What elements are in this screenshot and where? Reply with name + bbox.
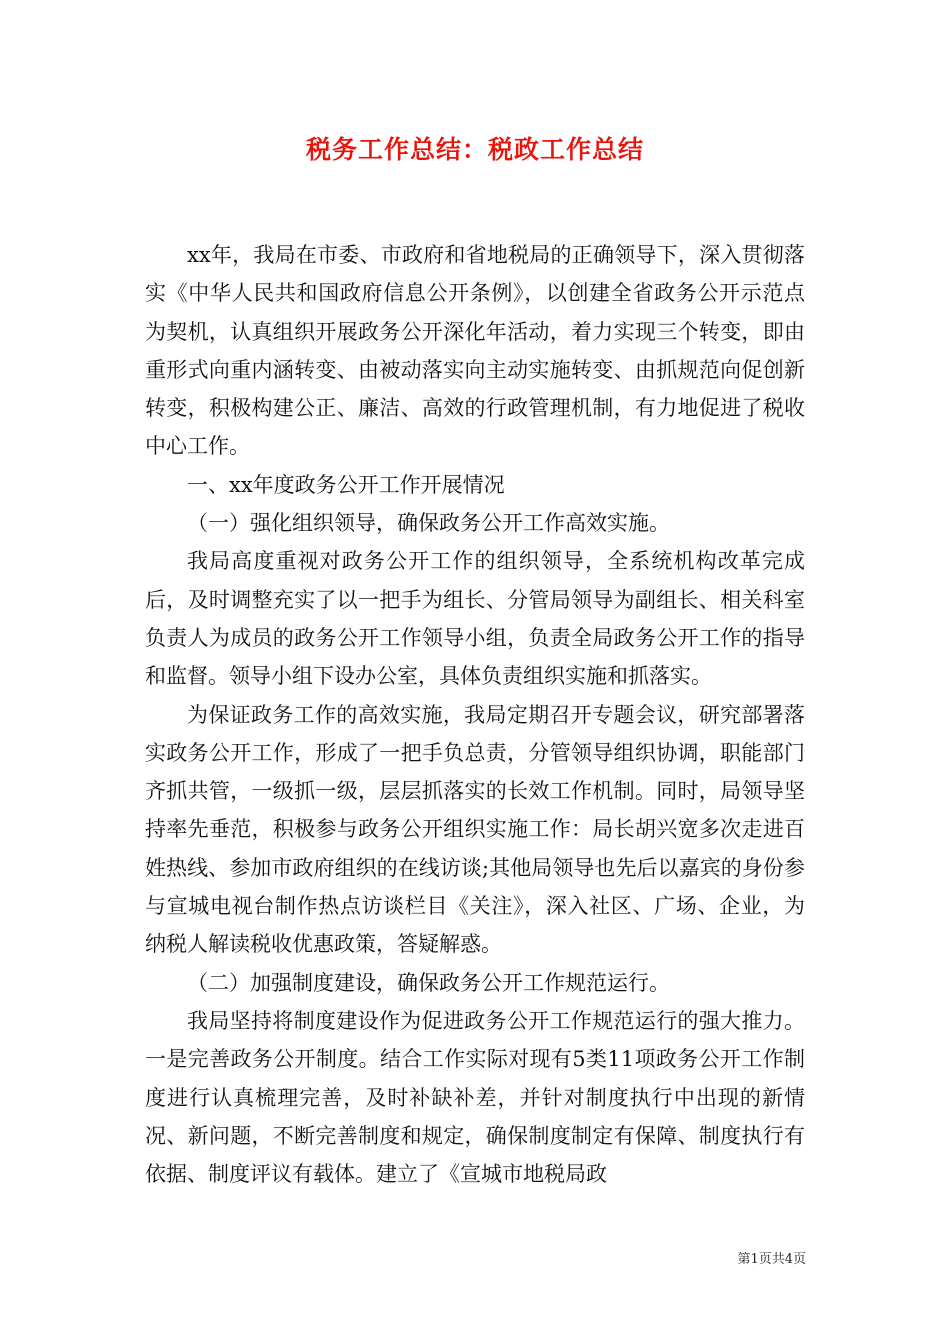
paragraph-system-building: 我局坚持将制度建设作为促进政务公开工作规范运行的强大推力。一是完善政务公开制度。结合工作实际对现有5类11项政务公开工作制度进行认真梳理完善，及时补缺补差，并针对制度执行中出现的新情况、新问题，不断完善制度和规定，确保制度制定有保障、制度执行有依据、制度评议有载体。建立了《宣城市地税局政 [145,1008,805,1187]
subsection-heading-2: （二）加强制度建设，确保政务公开工作规范运行。 [187,970,670,995]
document-body [145,236,805,1193]
document-title: 税务工作总结：税政工作总结 [305,135,644,164]
paragraph-intro: xx年，我局在市委、市政府和省地税局的正确领导下，深入贯彻落实《中华人民共和国政府信息公开条例》，以创建全省政务公开示范点为契机，认真组织开展政务公开深化年活动，着力实现三个转变，即由重形式向重内涵转变、由被动落实向主动实施转变、由抓规范向促创新转变，积极构建公正、廉洁、高效的行政管理机制，有力地促进了税收中心工作。 [145,243,805,459]
paragraph-organization: 我局高度重视对政务公开工作的组织领导，全系统机构改革完成后，及时调整充实了以一把手为组长、分管局领导为副组长、相关科室负责人为成员的政务公开工作领导小组，负责全局政务公开工作的指导和监督。领导小组下设办公室，具体负责组织实施和抓落实。 [145,549,805,689]
subsection-heading-1: （一）强化组织领导，确保政务公开工作高效实施。 [187,511,670,536]
page-number: 第1页共4页 [737,1252,806,1267]
paragraph-implementation: 为保证政务工作的高效实施，我局定期召开专题会议，研究部署落实政务公开工作，形成了一把手负总责，分管领导组织协调，职能部门齐抓共管，一级抓一级，层层抓落实的长效工作机制。同时，局领导坚持率先垂范，积极参与政务公开组织实施工作：局长胡兴宽多次走进百姓热线、参加市政府组织的在线访谈;其他局领导也先后以嘉宾的身份参与宣城电视台制作热点访谈栏目《关注》，深入社区、广场、企业，为纳税人解读税收优惠政策，答疑解惑。 [145,702,805,957]
section-heading-1: 一、xx年度政务公开工作开展情况 [187,472,505,497]
